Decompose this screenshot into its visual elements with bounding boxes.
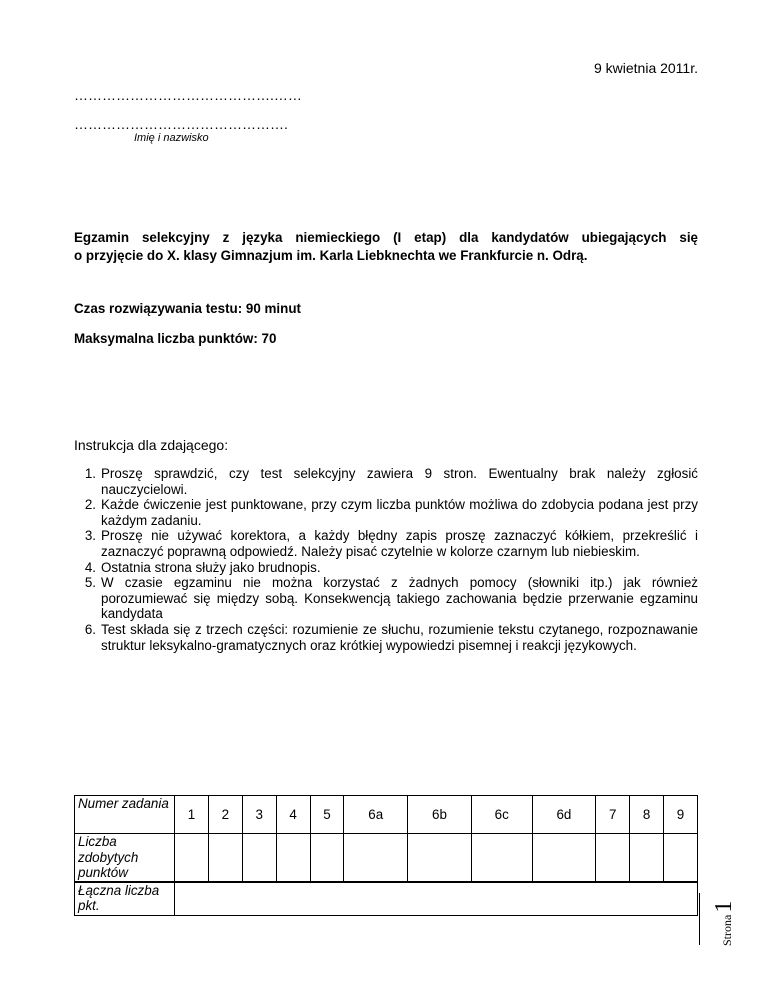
instruction-text: Proszę sprawdzić, czy test selekcyjny zawiera 9 stron. Ewentualny brak należy zgłosić nauczycielowi. xyxy=(101,466,698,497)
instruction-item xyxy=(74,528,698,559)
points-cell[interactable] xyxy=(532,834,596,882)
task-number-cell: 8 xyxy=(630,796,664,834)
exam-title-line-2: o przyjęcie do X. klasy Gimnazjum im. Karla Liebknechta we Frankfurcie n. Odrą. xyxy=(74,248,588,263)
points-cell[interactable] xyxy=(208,834,242,882)
points-cell[interactable] xyxy=(276,834,310,882)
task-number-cell: 1 xyxy=(175,796,209,834)
instruction-text: Każde ćwiczenie jest punktowane, przy czym liczba punktów możliwa do zdobycia podana jest przy każdym zadaniu. xyxy=(101,497,698,528)
name-caption: Imię i nazwisko xyxy=(134,132,209,144)
points-cell[interactable] xyxy=(310,834,344,882)
points-cell[interactable] xyxy=(175,834,209,882)
points-cell[interactable] xyxy=(471,834,532,882)
points-cell[interactable] xyxy=(630,834,664,882)
footer-divider xyxy=(699,893,700,945)
instruction-number: 6. xyxy=(84,621,96,637)
instructions-heading: Instrukcja dla zdającego: xyxy=(74,437,229,453)
points-cell[interactable] xyxy=(596,834,630,882)
instruction-number: 2. xyxy=(84,497,96,513)
task-number-cell: 7 xyxy=(596,796,630,834)
instruction-number: 1. xyxy=(84,466,96,481)
instructions-list xyxy=(74,466,698,653)
page-number: 1 xyxy=(711,900,737,913)
points-cell[interactable] xyxy=(242,834,276,882)
max-points: Maksymalna liczba punktów: 70 xyxy=(74,331,277,346)
task-number-cell: 6d xyxy=(532,796,596,834)
task-number-cell: 6c xyxy=(471,796,532,834)
table-row-total xyxy=(75,882,698,916)
task-number-cell: 2 xyxy=(208,796,242,834)
label-points-earned: Liczba zdobytych punktów xyxy=(75,834,175,882)
task-number-cell: 6a xyxy=(344,796,408,834)
instruction-text: Proszę nie używać korektora, a każdy błędny zapis proszę zaznaczyć kółkiem, przekreślić i zaznaczyć poprawną odpowiedź. Należy pisać czytelnie w kolorze czarnym lub niebieskim. xyxy=(101,528,698,559)
table-row-points xyxy=(75,834,698,882)
instruction-item xyxy=(74,497,698,528)
instruction-text: Test składa się z trzech części: rozumienie ze słuchu, rozumienie tekstu czytanego, rozpoznawanie struktur leksykalno-gramatycznych oraz krótkiej wypowiedzi pisemnej i reakcji językowych. xyxy=(101,621,698,653)
instruction-number: 3. xyxy=(84,528,96,544)
score-table xyxy=(74,795,698,916)
instruction-item xyxy=(74,575,698,622)
page-footer xyxy=(711,901,738,946)
instruction-item xyxy=(74,622,698,653)
task-number-cell: 3 xyxy=(242,796,276,834)
page-word: Strona xyxy=(720,914,734,946)
table-row-task-numbers xyxy=(75,796,698,834)
dotted-line-1: …………………………………….…… xyxy=(74,87,302,103)
exam-title-line-1: Egzamin selekcyjny z języka niemieckiego (I etap) dla kandydatów ubiegających się xyxy=(74,230,698,245)
instruction-item xyxy=(74,466,698,497)
total-points-cell[interactable] xyxy=(175,882,698,916)
dotted-line-name: ………………………………………. xyxy=(74,116,288,132)
instruction-item xyxy=(74,560,698,576)
task-number-cell: 6b xyxy=(408,796,472,834)
points-cell[interactable] xyxy=(344,834,408,882)
label-task-number: Numer zadania xyxy=(75,796,175,834)
instruction-number: 5. xyxy=(84,575,96,591)
points-cell[interactable] xyxy=(664,834,698,882)
exam-time: Czas rozwiązywania testu: 90 minut xyxy=(74,301,301,316)
points-cell[interactable] xyxy=(408,834,472,882)
instruction-text: W czasie egzaminu nie można korzystać z żadnych pomocy (słowniki itp.) jak również porozumiewać się między sobą. Konsekwencją takiego zachowania będzie przerwanie egzaminu kandydata xyxy=(101,575,698,622)
task-number-cell: 4 xyxy=(276,796,310,834)
task-number-cell: 9 xyxy=(664,796,698,834)
instruction-number: 4. xyxy=(84,559,96,575)
exam-date: 9 kwietnia 2011r. xyxy=(593,60,698,76)
instruction-text: Ostatnia strona służy jako brudnopis. xyxy=(101,559,321,575)
exam-title xyxy=(74,229,698,265)
label-total-points: Łączna liczba pkt. xyxy=(75,882,175,916)
task-number-cell: 5 xyxy=(310,796,344,834)
